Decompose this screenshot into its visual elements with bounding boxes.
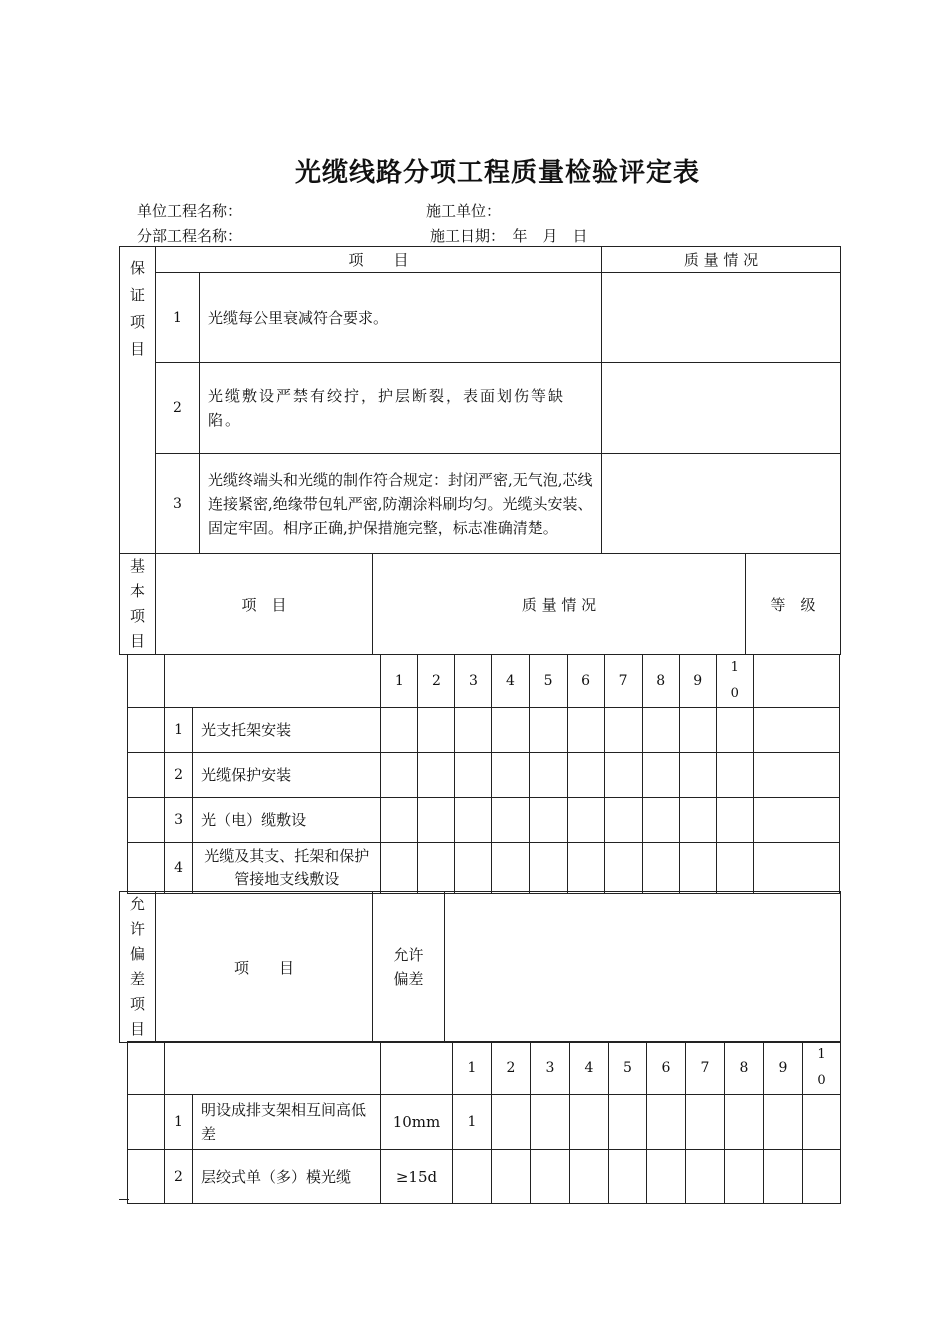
tolerance-items-table	[127, 1041, 841, 1204]
check-cell[interactable]	[679, 708, 716, 753]
column-number: 7	[604, 655, 642, 708]
check-cell[interactable]	[529, 843, 567, 894]
column-number: 2	[492, 1042, 531, 1095]
column-number: 9	[679, 655, 716, 708]
measure-cell[interactable]	[764, 1095, 803, 1150]
basic-item-header: 项 目	[156, 554, 373, 655]
check-cell[interactable]	[492, 708, 529, 753]
check-cell[interactable]	[604, 798, 642, 843]
measure-cell[interactable]	[492, 1095, 531, 1150]
column-number: 3	[531, 1042, 570, 1095]
row-number: 3	[165, 798, 193, 843]
check-cell[interactable]	[604, 843, 642, 894]
check-cell[interactable]	[418, 843, 455, 894]
table-row	[128, 708, 840, 753]
basic-section-label: 基 本 项 目	[120, 554, 156, 655]
row-number: 2	[156, 363, 200, 454]
column-number: 6	[567, 655, 604, 708]
row-number: 1	[165, 708, 193, 753]
tolerance-section-label: 允 许 偏 差 项 目	[120, 892, 156, 1043]
check-cell[interactable]	[492, 843, 529, 894]
check-cell[interactable]	[381, 753, 418, 798]
tolerance-column-header-row	[128, 1042, 841, 1095]
row-number: 2	[165, 753, 193, 798]
measure-cell[interactable]: 1	[453, 1095, 492, 1150]
column-number: 1	[453, 1042, 492, 1095]
check-cell[interactable]	[604, 753, 642, 798]
measure-cell[interactable]	[492, 1150, 531, 1204]
check-cell[interactable]	[716, 798, 753, 843]
check-cell[interactable]	[642, 843, 679, 894]
check-cell[interactable]	[381, 708, 418, 753]
measure-cell[interactable]	[531, 1095, 570, 1150]
table-edge-line	[119, 1199, 129, 1200]
measure-cell[interactable]	[725, 1095, 764, 1150]
row-number: 1	[165, 1095, 193, 1150]
measure-cell[interactable]	[453, 1150, 492, 1204]
measure-cell[interactable]	[647, 1095, 686, 1150]
grade-cell[interactable]	[753, 843, 839, 894]
measure-cell[interactable]	[764, 1150, 803, 1204]
check-cell[interactable]	[381, 798, 418, 843]
column-number: 2	[418, 655, 455, 708]
check-cell[interactable]	[492, 798, 529, 843]
tolerance-header-table	[119, 891, 841, 1043]
quality-cell[interactable]	[602, 454, 841, 554]
guarantee-quality-header: 质 量 情 况	[602, 247, 841, 273]
basic-item-text: 光缆及其支、托架和保护管接地支线敷设	[193, 843, 381, 894]
row-number: 2	[165, 1150, 193, 1204]
measure-cell[interactable]	[686, 1095, 725, 1150]
basic-items-table	[127, 654, 840, 894]
check-cell[interactable]	[716, 753, 753, 798]
check-cell[interactable]	[679, 798, 716, 843]
table-row	[120, 454, 841, 554]
column-number: 4	[570, 1042, 609, 1095]
row-number: 1	[156, 273, 200, 363]
check-cell[interactable]	[567, 798, 604, 843]
check-cell[interactable]	[492, 753, 529, 798]
grade-cell[interactable]	[753, 798, 839, 843]
measure-cell[interactable]	[609, 1095, 647, 1150]
column-number: 3	[455, 655, 492, 708]
guarantee-item-text: 光缆每公里衰减符合要求。	[200, 273, 602, 363]
measure-cell[interactable]	[686, 1150, 725, 1204]
basic-item-text: 光支托架安装	[193, 708, 381, 753]
column-number: 4	[492, 655, 529, 708]
page-title: 光缆线路分项工程质量检验评定表	[294, 158, 700, 188]
check-cell[interactable]	[567, 708, 604, 753]
check-cell[interactable]	[418, 708, 455, 753]
guarantee-item-text: 光缆敷设严禁有绞拧，护层断裂，表面划伤等缺陷。	[200, 363, 602, 454]
check-cell[interactable]	[529, 753, 567, 798]
basic-item-text: 光（电）缆敷设	[193, 798, 381, 843]
check-cell[interactable]	[679, 753, 716, 798]
column-number: 9	[764, 1042, 803, 1095]
column-number-10: 1 0	[803, 1042, 841, 1095]
sub-project-label: 分部工程名称：	[137, 227, 243, 245]
table-row	[120, 363, 841, 454]
measure-cell[interactable]	[803, 1150, 841, 1204]
measure-cell[interactable]	[570, 1095, 609, 1150]
measure-cell[interactable]	[570, 1150, 609, 1204]
check-cell[interactable]	[567, 753, 604, 798]
check-cell[interactable]	[716, 708, 753, 753]
check-cell[interactable]	[642, 753, 679, 798]
measure-cell[interactable]	[531, 1150, 570, 1204]
check-cell[interactable]	[529, 708, 567, 753]
check-cell[interactable]	[381, 843, 418, 894]
guarantee-table	[119, 246, 841, 554]
table-row	[128, 1150, 841, 1204]
check-cell[interactable]	[418, 798, 455, 843]
column-number: 5	[529, 655, 567, 708]
check-cell[interactable]	[679, 843, 716, 894]
quality-cell[interactable]	[602, 363, 841, 454]
check-cell[interactable]	[716, 843, 753, 894]
measure-cell[interactable]	[803, 1095, 841, 1150]
guarantee-item-text: 光缆终端头和光缆的制作符合规定：封闭严密,无气泡,芯线连接紧密,绝缘带包轧严密,防潮涂料刷均匀。光缆头安装、固定牢固。相序正确,护保措施完整，标志准确清楚。	[200, 454, 602, 554]
quality-cell[interactable]	[602, 273, 841, 363]
check-cell[interactable]	[529, 798, 567, 843]
check-cell[interactable]	[455, 753, 492, 798]
basic-header-table	[119, 553, 841, 655]
check-cell[interactable]	[455, 798, 492, 843]
basic-quality-header: 质 量 情 况	[373, 554, 746, 655]
row-number: 3	[156, 454, 200, 554]
column-number: 5	[609, 1042, 647, 1095]
column-number: 6	[647, 1042, 686, 1095]
check-cell[interactable]	[642, 708, 679, 753]
column-number: 8	[642, 655, 679, 708]
check-cell[interactable]	[455, 843, 492, 894]
guarantee-item-header: 项 目	[156, 247, 602, 273]
check-cell[interactable]	[642, 798, 679, 843]
tolerance-value: ≥15d	[381, 1150, 453, 1204]
table-row	[128, 843, 840, 894]
grade-cell[interactable]	[753, 753, 839, 798]
grade-cell[interactable]	[753, 708, 839, 753]
tolerance-value-header: 允许 偏差	[373, 892, 445, 1043]
tolerance-item-header: 项 目	[156, 892, 373, 1043]
row-number: 4	[165, 843, 193, 894]
construction-unit-label: 施工单位：	[426, 202, 502, 220]
measure-cell[interactable]	[609, 1150, 647, 1204]
check-cell[interactable]	[455, 708, 492, 753]
guarantee-section-label: 保 证 项 目	[120, 247, 156, 554]
basic-grade-header: 等 级	[746, 554, 841, 655]
table-row	[128, 1095, 841, 1150]
unit-project-label: 单位工程名称：	[137, 202, 243, 220]
check-cell[interactable]	[418, 753, 455, 798]
basic-column-header-row	[128, 655, 840, 708]
column-number: 8	[725, 1042, 764, 1095]
construction-date-label: 施工日期： 年 月 日	[430, 227, 588, 245]
column-number-10: 1 0	[716, 655, 753, 708]
tolerance-item-text: 层绞式单（多）模光缆	[193, 1150, 381, 1204]
check-cell[interactable]	[604, 708, 642, 753]
column-number: 7	[686, 1042, 725, 1095]
table-row	[128, 753, 840, 798]
tolerance-value: 10mm	[381, 1095, 453, 1150]
table-row	[120, 273, 841, 363]
basic-item-text: 光缆保护安装	[193, 753, 381, 798]
table-row	[128, 798, 840, 843]
measure-cell[interactable]	[725, 1150, 764, 1204]
measure-cell[interactable]	[647, 1150, 686, 1204]
check-cell[interactable]	[567, 843, 604, 894]
tolerance-item-text: 明设成排支架相互间高低差	[193, 1095, 381, 1150]
column-number: 1	[381, 655, 418, 708]
